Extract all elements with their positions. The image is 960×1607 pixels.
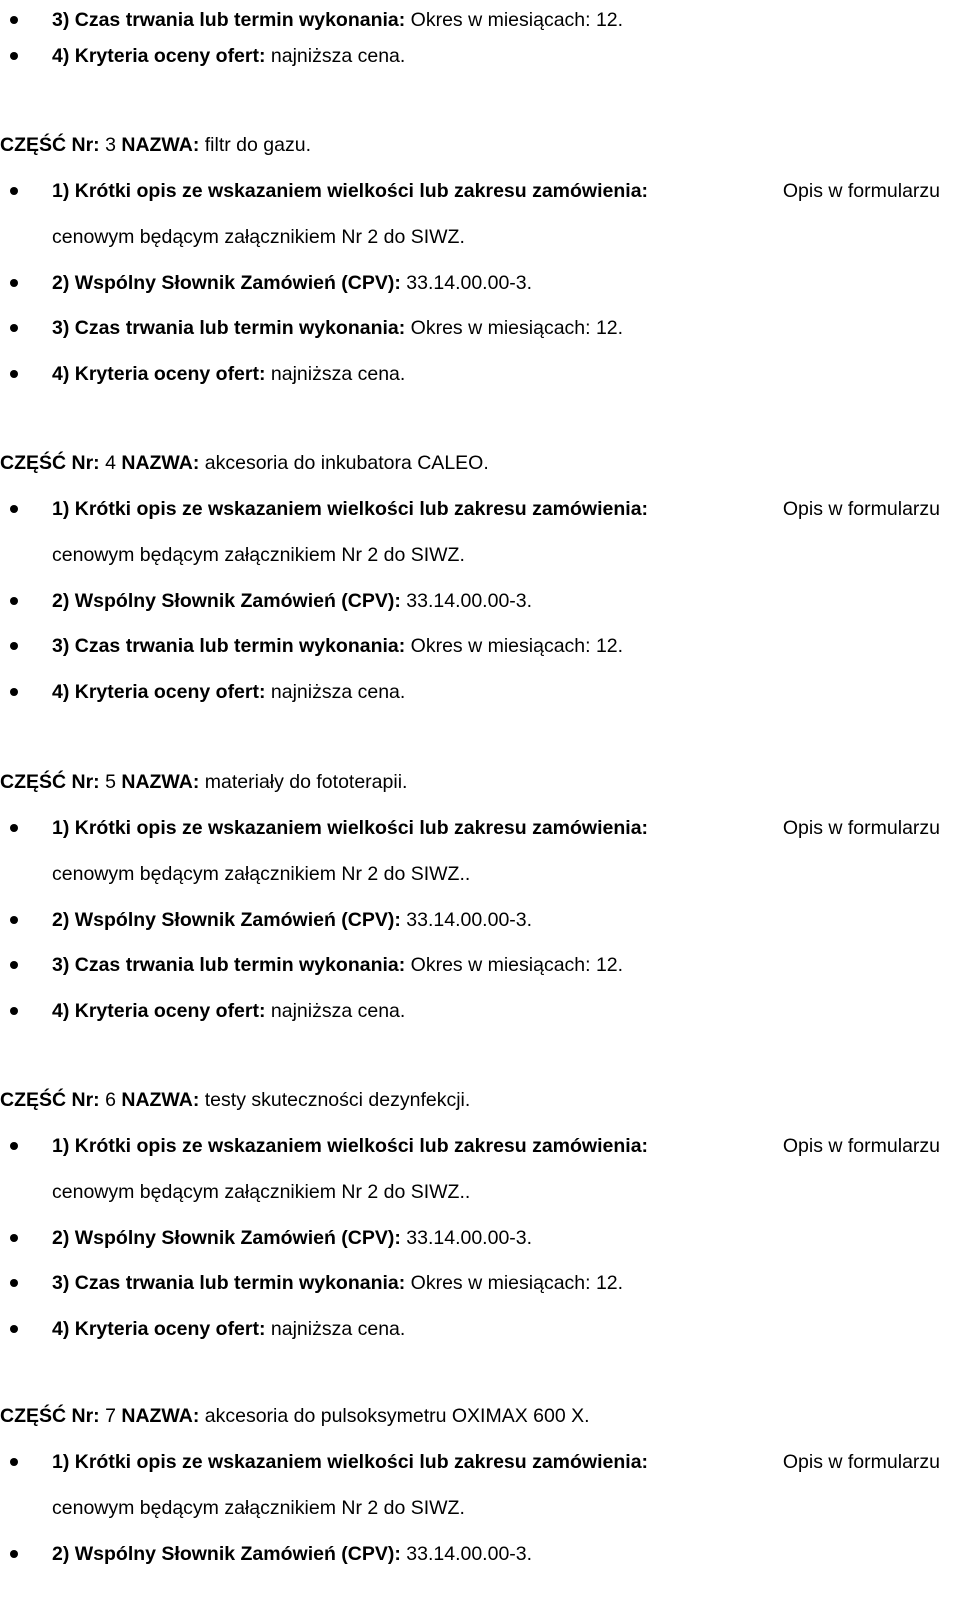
part-name-label: NAZWA: [121,1405,200,1427]
part-name: akcesoria do inkubatora CALEO. [199,452,489,474]
item-value: Okres w miesiącach: 12. [405,954,624,976]
part-name: filtr do gazu. [199,134,311,156]
part-name-label: NAZWA: [121,771,200,793]
item-label: 3) Czas trwania lub termin wykonania: [52,635,406,657]
list-item [52,634,623,658]
list-item [52,1226,532,1250]
part-name-label: NAZWA: [121,1089,200,1111]
list-item [52,44,405,68]
list-item [52,179,940,203]
item-continuation: cenowym będącym załącznikiem Nr 2 do SIWZ.. [52,1181,471,1203]
list-item [52,999,405,1023]
part-number-label: CZĘŚĆ Nr: [0,1089,100,1111]
bullet-icon [10,597,18,605]
item-value: 33.14.00.00-3. [400,590,533,612]
part-number-label: CZĘŚĆ Nr: [0,452,100,474]
item-value: Opis w formularzu [782,498,940,520]
part-number-label: CZĘŚĆ Nr: [0,1405,100,1427]
item-value: 33.14.00.00-3. [400,1543,533,1565]
item-label: 2) Wspólny Słownik Zamówień (CPV): [52,1543,401,1565]
item-continuation: cenowym będącym załącznikiem Nr 2 do SIWZ. [52,1497,465,1519]
part-number: 6 [99,1089,122,1111]
bullet-icon [10,187,18,195]
part-name-label: NAZWA: [121,134,200,156]
part-name: testy skuteczności dezynfekcji. [199,1089,471,1111]
list-item [52,1317,405,1341]
bullet-icon [10,1234,18,1242]
list-item [52,362,405,386]
list-item [52,908,532,932]
part-number: 5 [99,771,122,793]
item-label: 3) Czas trwania lub termin wykonania: [52,954,406,976]
bullet-icon [10,1279,18,1287]
item-label: 3) Czas trwania lub termin wykonania: [52,1272,406,1294]
item-value: Okres w miesiącach: 12. [405,635,624,657]
item-value: 33.14.00.00-3. [400,909,533,931]
bullet-icon [10,52,18,60]
item-value: Opis w formularzu [782,1135,940,1157]
item-label: 4) Kryteria oceny ofert: [52,45,266,67]
part-name: akcesoria do pulsoksymetru OXIMAX 600 X. [199,1405,590,1427]
bullet-icon [10,370,18,378]
part-number: 3 [99,134,122,156]
item-value: Opis w formularzu [782,817,940,839]
part-header [0,1404,590,1428]
list-item [52,589,532,613]
item-value: Okres w miesiącach: 12. [405,317,624,339]
item-value: Opis w formularzu [782,180,940,202]
item-continuation: cenowym będącym załącznikiem Nr 2 do SIWZ. [52,544,465,566]
list-item [52,8,623,32]
part-number: 7 [99,1405,122,1427]
list-item [52,816,940,840]
item-value: najniższa cena. [265,681,406,703]
item-value: 33.14.00.00-3. [400,1227,533,1249]
list-item [52,1134,940,1158]
bullet-icon [10,1458,18,1466]
item-value: najniższa cena. [265,1318,406,1340]
item-label: 4) Kryteria oceny ofert: [52,363,266,385]
part-header [0,451,489,475]
item-label: 1) Krótki opis ze wskazaniem wielkości lub zakresu zamówienia: [52,498,649,520]
item-value: 33.14.00.00-3. [400,272,533,294]
bullet-icon [10,916,18,924]
part-number: 4 [99,452,122,474]
item-label: 3) Czas trwania lub termin wykonania: [52,9,406,31]
list-item [52,316,623,340]
bullet-icon [10,16,18,24]
list-item [52,1542,532,1566]
part-header [0,770,407,794]
part-name-label: NAZWA: [121,452,200,474]
bullet-icon [10,961,18,969]
part-header [0,1088,470,1112]
item-label: 2) Wspólny Słownik Zamówień (CPV): [52,909,401,931]
item-label: 1) Krótki opis ze wskazaniem wielkości lub zakresu zamówienia: [52,1135,649,1157]
item-label: 4) Kryteria oceny ofert: [52,1318,266,1340]
list-item [52,1271,623,1295]
part-number-label: CZĘŚĆ Nr: [0,771,100,793]
part-number-label: CZĘŚĆ Nr: [0,134,100,156]
part-name: materiały do fototerapii. [199,771,408,793]
bullet-icon [10,824,18,832]
bullet-icon [10,1550,18,1558]
item-value: Okres w miesiącach: 12. [405,1272,624,1294]
item-label: 2) Wspólny Słownik Zamówień (CPV): [52,590,401,612]
list-item [52,1450,940,1474]
item-label: 1) Krótki opis ze wskazaniem wielkości lub zakresu zamówienia: [52,180,649,202]
bullet-icon [10,1325,18,1333]
item-label: 4) Kryteria oceny ofert: [52,681,266,703]
item-value: najniższa cena. [265,363,406,385]
list-item [52,680,405,704]
item-label: 3) Czas trwania lub termin wykonania: [52,317,406,339]
bullet-icon [10,505,18,513]
bullet-icon [10,642,18,650]
bullet-icon [10,1142,18,1150]
item-label: 2) Wspólny Słownik Zamówień (CPV): [52,272,401,294]
bullet-icon [10,1007,18,1015]
item-continuation: cenowym będącym załącznikiem Nr 2 do SIWZ. [52,226,465,248]
list-item [52,953,623,977]
item-label: 1) Krótki opis ze wskazaniem wielkości lub zakresu zamówienia: [52,817,649,839]
bullet-icon [10,279,18,287]
item-continuation: cenowym będącym załącznikiem Nr 2 do SIWZ.. [52,863,471,885]
list-item [52,497,940,521]
item-value: Okres w miesiącach: 12. [405,9,624,31]
bullet-icon [10,688,18,696]
item-value: najniższa cena. [265,45,406,67]
item-label: 4) Kryteria oceny ofert: [52,1000,266,1022]
item-label: 2) Wspólny Słownik Zamówień (CPV): [52,1227,401,1249]
part-header [0,133,311,157]
list-item [52,271,532,295]
item-label: 1) Krótki opis ze wskazaniem wielkości lub zakresu zamówienia: [52,1451,649,1473]
bullet-icon [10,324,18,332]
item-value: najniższa cena. [265,1000,406,1022]
item-value: Opis w formularzu [782,1451,940,1473]
